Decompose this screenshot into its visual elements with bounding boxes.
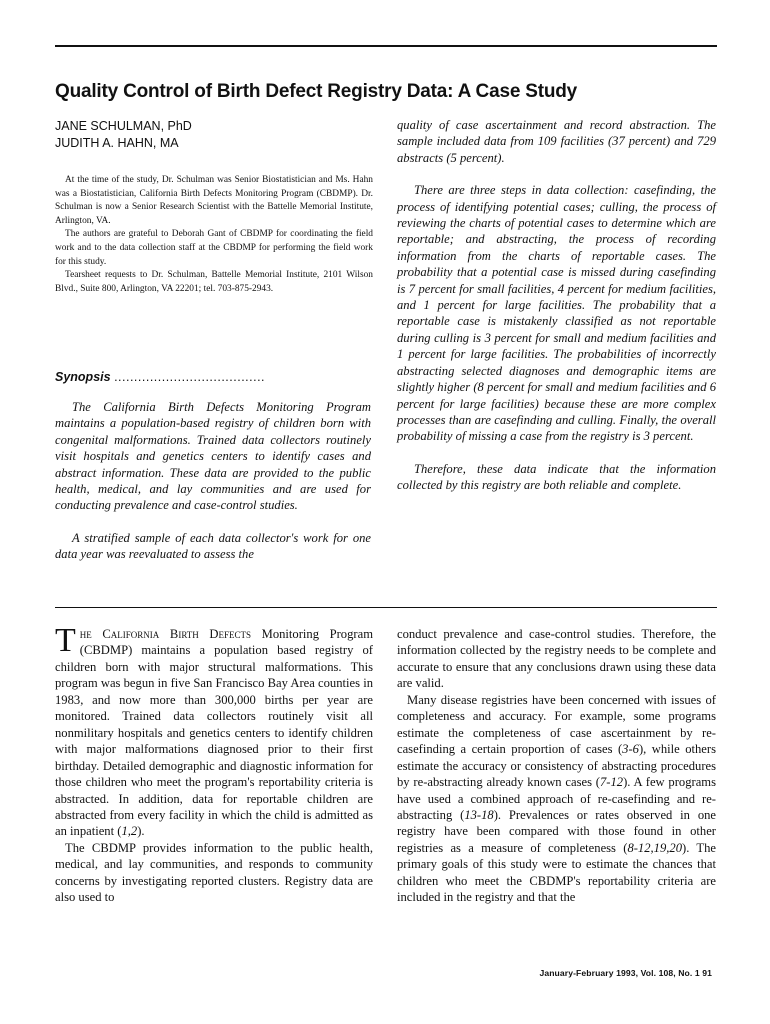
- body-paragraph: The CBDMP provides information to the public health, medical, and lay communities, and responds to community concerns by investigating reported clusters. Registry data are also used to: [55, 840, 373, 905]
- synopsis-heading-text: Synopsis: [55, 370, 111, 384]
- author-list: [55, 118, 192, 152]
- synopsis-left-column: [55, 399, 371, 563]
- page-footer: January-February 1993, Vol. 108, No. 1 91: [539, 968, 712, 978]
- citation-ref: 1,2: [121, 824, 138, 839]
- synopsis-leader-dots: ......................................: [114, 370, 266, 384]
- body-text: ), while others estimate the accuracy or consistency of abstracting procedures by re-abstracting already known cases (: [397, 742, 716, 790]
- synopsis-paragraph: quality of case ascertainment and record abstraction. The sample included data from 109 facilities (37 percent) and 729 abstracts (5 percent).: [397, 118, 716, 165]
- author-affiliation-note: [55, 174, 373, 296]
- synopsis-right-column: [397, 117, 716, 494]
- tearsheet-request-paragraph: Tearsheet requests to Dr. Schulman, Battelle Memorial Institute, 2101 Wilson Blvd., Suite 800, Arlington, VA 22201; tel. 703-875-2943.: [55, 270, 373, 294]
- body-left-column: [55, 622, 373, 906]
- body-text: ).: [137, 824, 145, 839]
- synopsis-paragraph: There are three steps in data collection: casefinding, the process of identifying potential cases; culling, the process of reviewing the charts of potential cases to determine which are reportable; and abstracting, the process of recording information from the charts of reportable cases. The probability that a potential case is missed during casefinding is 7 percent for small facilities, 4 percent for medium facilities, and 1 percent for large facilities. The probability that a reportable case is mistakenly classified as not reportable during culling is 3 percent for small and medium facilities and 1 percent for large facilities. The probabilities of incorrectly abstracting selected diagnoses and demographic items are slightly higher (8 percent for small and medium facilities and 6 percent for large facilities) because these are more complex processes than are casefinding and culling. Finally, the overall probability of missing a case from the registry is 3 percent.: [397, 183, 716, 444]
- body-text: ). A few programs have used a combined approach of re-casefinding and re-abstracting (: [397, 775, 716, 822]
- author-name: JUDITH A. HAHN, MA: [55, 136, 179, 150]
- body-text: Monitoring Program (CBDMP) maintains a population based registry of children born with major structural malformations. This program was begun in five San Francisco Bay Area counties in 1983, and now more than 300,000 births per year are monitored. Trained data collectors routinely visit all nonmilitary hospitals and genetics centers to identify children with major malformations diagnosed prior to their first birthday. Detailed demographic and diagnostic information for those children who meet the program's reportability criteria is abstracted. In addition, data for reportable children are abstracted from every facility in which the child is admitted as an inpatient (: [55, 627, 373, 839]
- citation-ref: 8-12,19,20: [627, 840, 683, 855]
- drop-cap: T: [55, 622, 76, 659]
- body-text: ). Prevalences or rates observed in one registry have been compared with those found in other registries as a measure of completeness (: [397, 807, 717, 855]
- author-name: JANE SCHULMAN, PhD: [55, 119, 192, 133]
- affiliation-paragraph: At the time of the study, Dr. Schulman was Senior Biostatistician and Ms. Hahn was a Biostatistician, California Birth Defects Monitoring Program (CBDMP). Dr. Schulman is now a Senior Research Scientist with the Battelle Memorial Institute, Arlington, VA.: [55, 175, 373, 226]
- citation-ref: 13-18: [464, 807, 494, 822]
- article-title: Quality Control of Birth Defect Registry Data: A Case Study: [55, 81, 578, 102]
- body-text: ). The primary goals of this study were to estimate the chances that children who meet the CBDMP's reportability criteria are included in the registry and that the: [397, 840, 716, 905]
- synopsis-heading: [55, 369, 373, 385]
- lead-in-smallcaps: he California Birth Defects: [79, 627, 251, 641]
- body-paragraph: conduct prevalence and case-control studies. Therefore, the information collected by the registry needs to be complete and accurate to ensure that any conclusions drawn using these data are valid.: [397, 627, 716, 691]
- acknowledgment-paragraph: The authors are grateful to Deborah Gant of CBDMP for coordinating the field work and to the data collection staff at the CBDMP for performing the field work for this study.: [55, 229, 373, 267]
- body-paragraph: [55, 622, 373, 840]
- body-right-column: [397, 626, 716, 906]
- section-divider: [55, 607, 717, 608]
- synopsis-paragraph: The California Birth Defects Monitoring Program maintains a population-based registry of children born with congenital malformations. Trained data collectors routinely visit hospitals and genetics centers to identify cases and abstract information. These data are provided to the public health, medical, and lay communities and are used for conducting prevalence and case-control studies.: [55, 400, 371, 513]
- top-rule: [55, 45, 717, 47]
- synopsis-paragraph: Therefore, these data indicate that the information collected by this registry are both reliable and complete.: [397, 461, 716, 493]
- synopsis-paragraph: A stratified sample of each data collector's work for one data year was reevaluated to assess the: [55, 530, 371, 562]
- body-text: Many disease registries have been concerned with issues of completeness and accuracy. For example, some programs estimate the completeness of case ascertainment by re-casefinding a certain proportion of cases (: [397, 692, 716, 757]
- citation-ref: 3-6: [622, 742, 639, 757]
- citation-ref: 7-12: [599, 775, 624, 790]
- body-paragraph: [397, 692, 716, 906]
